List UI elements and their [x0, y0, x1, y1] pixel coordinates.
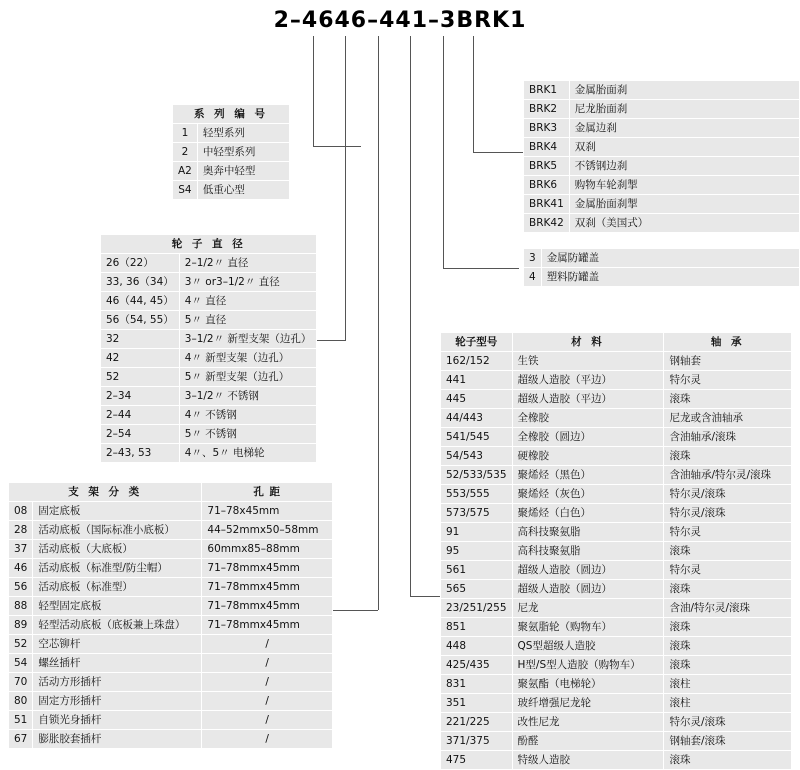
table-row	[101, 444, 317, 463]
material-bearing-header: 轴 承	[664, 333, 792, 352]
material-name: 尼龙	[512, 599, 664, 618]
material-name: 全橡胶（圆边）	[512, 428, 664, 447]
material-model: 851	[441, 618, 513, 637]
material-model: 23/251/255	[441, 599, 513, 618]
material-bearing: 特尔灵	[664, 561, 792, 580]
material-bearing: 滚柱	[664, 694, 792, 713]
bracket-code: 88	[9, 597, 33, 616]
cap-table	[523, 248, 800, 287]
brake-label: 金属边刹	[569, 119, 799, 138]
table-row	[9, 578, 333, 597]
connector-cap-horizontal	[443, 268, 519, 269]
bracket-table	[8, 482, 333, 749]
table-row	[9, 711, 333, 730]
bracket-spacing: /	[202, 711, 333, 730]
material-name: 生铁	[512, 352, 664, 371]
wheel-diameter-header: 轮 子 直 径	[101, 235, 317, 254]
material-model: 221/225	[441, 713, 513, 732]
table-row	[9, 654, 333, 673]
bracket-spacing: 71–78mmx45mm	[202, 559, 333, 578]
material-name: 聚氨脂轮（购物车）	[512, 618, 664, 637]
material-name: 聚烯烃（黑色）	[512, 466, 664, 485]
table-row	[101, 311, 317, 330]
table-row	[441, 713, 792, 732]
table-row	[9, 616, 333, 635]
wheel-label: 4〃 直径	[179, 292, 317, 311]
material-name: QS型超级人造胶	[512, 637, 664, 656]
table-row	[9, 559, 333, 578]
brake-code: BRK5	[524, 157, 570, 176]
bracket-code: 56	[9, 578, 33, 597]
table-row	[441, 561, 792, 580]
wheel-diameter-table	[100, 234, 317, 463]
wheel-label: 2–1/2〃 直径	[179, 254, 317, 273]
brake-code: BRK1	[524, 81, 570, 100]
table-header-row	[101, 235, 317, 254]
material-model: 561	[441, 561, 513, 580]
material-name: 硬橡胶	[512, 447, 664, 466]
brake-code: BRK4	[524, 138, 570, 157]
table-row	[101, 254, 317, 273]
series-label: 奥奔中轻型	[197, 162, 289, 181]
wheel-code: 42	[101, 349, 180, 368]
material-bearing: 特尔灵	[664, 523, 792, 542]
material-model: 425/435	[441, 656, 513, 675]
series-code: A2	[173, 162, 198, 181]
wheel-code: 2–43, 53	[101, 444, 180, 463]
wheel-code: 32	[101, 330, 180, 349]
connector-series-vertical	[313, 36, 314, 146]
material-model: 441	[441, 371, 513, 390]
material-model: 162/152	[441, 352, 513, 371]
table-row	[441, 409, 792, 428]
wheel-label: 5〃 直径	[179, 311, 317, 330]
material-name: 超级人造胶（圆边）	[512, 561, 664, 580]
table-row	[101, 330, 317, 349]
table-row	[441, 523, 792, 542]
table-row	[9, 673, 333, 692]
connector-bracket-vertical	[378, 36, 379, 610]
material-model: 445	[441, 390, 513, 409]
table-row	[441, 371, 792, 390]
material-name: 高科技聚氨脂	[512, 542, 664, 561]
material-bearing: 特尔灵	[664, 371, 792, 390]
material-model: 475	[441, 751, 513, 770]
bracket-code: 67	[9, 730, 33, 749]
table-row	[101, 368, 317, 387]
material-name-header: 材 料	[512, 333, 664, 352]
bracket-name: 轻型活动底板（底板兼上珠盘）	[33, 616, 202, 635]
table-row	[441, 599, 792, 618]
series-label: 轻型系列	[197, 124, 289, 143]
brake-table	[523, 80, 800, 233]
table-row	[9, 692, 333, 711]
table-row	[441, 390, 792, 409]
table-row	[441, 504, 792, 523]
bracket-code: 54	[9, 654, 33, 673]
material-bearing: 滚珠	[664, 580, 792, 599]
brake-code: BRK41	[524, 195, 570, 214]
connector-wheel-vertical	[345, 36, 346, 340]
material-table	[440, 332, 792, 770]
material-bearing: 滚珠	[664, 618, 792, 637]
bracket-code: 28	[9, 521, 33, 540]
table-row	[9, 502, 333, 521]
bracket-spacing: 71–78mmx45mm	[202, 616, 333, 635]
material-name: 玻纤增强尼龙轮	[512, 694, 664, 713]
cap-label: 塑料防罐盖	[541, 268, 799, 287]
table-row	[101, 349, 317, 368]
bracket-code: 37	[9, 540, 33, 559]
bracket-name: 螺丝插杆	[33, 654, 202, 673]
table-row	[524, 249, 800, 268]
table-row	[173, 162, 290, 181]
material-bearing: 滚珠	[664, 542, 792, 561]
material-name: 超级人造胶（圆边）	[512, 580, 664, 599]
table-row	[441, 656, 792, 675]
connector-brake-horizontal	[473, 152, 523, 153]
bracket-name: 轻型固定底板	[33, 597, 202, 616]
cap-code: 4	[524, 268, 542, 287]
wheel-code: 2–44	[101, 406, 180, 425]
bracket-spacing-header: 孔 距	[202, 483, 333, 502]
brake-label: 尼龙胎面刹	[569, 100, 799, 119]
table-row	[9, 521, 333, 540]
table-header-row	[9, 483, 333, 502]
series-code: S4	[173, 181, 198, 200]
material-name: 高科技聚氨脂	[512, 523, 664, 542]
table-row	[9, 730, 333, 749]
table-row	[173, 124, 290, 143]
table-row	[441, 751, 792, 770]
material-model: 541/545	[441, 428, 513, 447]
material-bearing: 特尔灵/滚珠	[664, 713, 792, 732]
series-code: 2	[173, 143, 198, 162]
connector-cap-vertical	[443, 36, 444, 268]
material-name: 聚氨酯（电梯轮）	[512, 675, 664, 694]
wheel-label: 3–1/2〃 不锈钢	[179, 387, 317, 406]
material-bearing: 特尔灵/滚珠	[664, 504, 792, 523]
material-bearing: 特尔灵/滚珠	[664, 485, 792, 504]
brake-code: BRK42	[524, 214, 570, 233]
bracket-spacing: 71–78x45mm	[202, 502, 333, 521]
wheel-code: 2–34	[101, 387, 180, 406]
connector-brake-vertical	[473, 36, 474, 152]
table-row	[441, 694, 792, 713]
table-row	[524, 176, 800, 195]
material-bearing: 滚珠	[664, 656, 792, 675]
wheel-code: 26（22）	[101, 254, 180, 273]
wheel-label: 4〃 不锈钢	[179, 406, 317, 425]
bracket-table-header: 支 架 分 类	[9, 483, 202, 502]
material-name: 聚烯烃（灰色）	[512, 485, 664, 504]
bracket-spacing: 71–78mmx45mm	[202, 597, 333, 616]
bracket-spacing: 44–52mmx50–58mm	[202, 521, 333, 540]
table-row	[9, 635, 333, 654]
material-name: 特级人造胶	[512, 751, 664, 770]
table-row	[524, 119, 800, 138]
connector-bracket-horizontal	[333, 610, 378, 611]
material-name: 超级人造胶（平边）	[512, 371, 664, 390]
bracket-name: 固定底板	[33, 502, 202, 521]
bracket-spacing: /	[202, 673, 333, 692]
table-row	[441, 352, 792, 371]
wheel-label: 5〃 新型支架（边孔）	[179, 368, 317, 387]
connector-series-horizontal	[313, 146, 361, 147]
brake-label: 不锈钢边刹	[569, 157, 799, 176]
table-row	[441, 447, 792, 466]
material-name: 全橡胶	[512, 409, 664, 428]
material-bearing: 尼龙或含油轴承	[664, 409, 792, 428]
material-name: 超级人造胶（平边）	[512, 390, 664, 409]
brake-code: BRK3	[524, 119, 570, 138]
material-model: 91	[441, 523, 513, 542]
material-model-header: 轮子型号	[441, 333, 513, 352]
wheel-code: 56（54, 55）	[101, 311, 180, 330]
bracket-spacing: 60mmx85–88mm	[202, 540, 333, 559]
table-row	[441, 618, 792, 637]
table-row	[9, 540, 333, 559]
table-row	[173, 143, 290, 162]
table-header-row	[173, 105, 290, 124]
material-name: 改性尼龙	[512, 713, 664, 732]
table-row	[441, 542, 792, 561]
material-model: 573/575	[441, 504, 513, 523]
wheel-label: 3〃 or3–1/2〃 直径	[179, 273, 317, 292]
bracket-code: 08	[9, 502, 33, 521]
bracket-spacing: /	[202, 730, 333, 749]
bracket-spacing: /	[202, 692, 333, 711]
wheel-code: 2–54	[101, 425, 180, 444]
connector-material-horizontal	[410, 596, 440, 597]
table-header-row	[441, 333, 792, 352]
bracket-code: 80	[9, 692, 33, 711]
material-model: 448	[441, 637, 513, 656]
material-bearing: 滚珠	[664, 637, 792, 656]
brake-code: BRK6	[524, 176, 570, 195]
cap-code: 3	[524, 249, 542, 268]
material-model: 52/533/535	[441, 466, 513, 485]
wheel-label: 4〃 新型支架（边孔）	[179, 349, 317, 368]
material-bearing: 含油轴承/滚珠	[664, 428, 792, 447]
table-row	[441, 580, 792, 599]
material-bearing: 钢轴套	[664, 352, 792, 371]
table-row	[441, 428, 792, 447]
material-model: 44/443	[441, 409, 513, 428]
table-row	[524, 81, 800, 100]
material-bearing: 滚珠	[664, 390, 792, 409]
table-row	[101, 292, 317, 311]
brake-label: 双刹	[569, 138, 799, 157]
bracket-code: 89	[9, 616, 33, 635]
series-table-header: 系 列 编 号	[173, 105, 290, 124]
table-row	[524, 195, 800, 214]
material-bearing: 滚珠	[664, 751, 792, 770]
bracket-name: 活动方形插杆	[33, 673, 202, 692]
material-name: 聚烯烃（白色）	[512, 504, 664, 523]
bracket-spacing: /	[202, 635, 333, 654]
table-row	[9, 597, 333, 616]
connector-material-vertical	[410, 36, 411, 596]
material-model: 565	[441, 580, 513, 599]
material-bearing: 滚珠	[664, 447, 792, 466]
series-label: 低重心型	[197, 181, 289, 200]
material-model: 831	[441, 675, 513, 694]
bracket-code: 52	[9, 635, 33, 654]
material-model: 95	[441, 542, 513, 561]
table-row	[441, 466, 792, 485]
table-row	[524, 138, 800, 157]
material-name: 酚醛	[512, 732, 664, 751]
table-row	[173, 181, 290, 200]
brake-label: 金属胎面刹	[569, 81, 799, 100]
bracket-spacing: 71–78mmx45mm	[202, 578, 333, 597]
bracket-name: 自锁光身插杆	[33, 711, 202, 730]
series-code: 1	[173, 124, 198, 143]
material-bearing: 滚柱	[664, 675, 792, 694]
material-bearing: 含油轴承/特尔灵/滚珠	[664, 466, 792, 485]
bracket-code: 51	[9, 711, 33, 730]
table-row	[441, 637, 792, 656]
bracket-name: 活动底板（大底板）	[33, 540, 202, 559]
material-bearing: 钢轴套/滚珠	[664, 732, 792, 751]
material-model: 371/375	[441, 732, 513, 751]
table-row	[101, 387, 317, 406]
material-model: 553/555	[441, 485, 513, 504]
bracket-spacing: /	[202, 654, 333, 673]
bracket-name: 活动底板（标准型）	[33, 578, 202, 597]
wheel-code: 46（44, 45）	[101, 292, 180, 311]
bracket-name: 膨胀胶套插杆	[33, 730, 202, 749]
table-row	[101, 406, 317, 425]
table-row	[441, 675, 792, 694]
bracket-name: 空芯铆杆	[33, 635, 202, 654]
brake-label: 购物车轮刹掣	[569, 176, 799, 195]
series-table	[172, 104, 290, 200]
page-title: 2–4646–441–3BRK1	[273, 8, 527, 33]
material-bearing: 含油/特尔灵/滚珠	[664, 599, 792, 618]
series-label: 中轻型系列	[197, 143, 289, 162]
wheel-label: 5〃 不锈钢	[179, 425, 317, 444]
brake-code: BRK2	[524, 100, 570, 119]
wheel-label: 4〃、5〃 电梯轮	[179, 444, 317, 463]
material-model: 351	[441, 694, 513, 713]
material-model: 54/543	[441, 447, 513, 466]
brake-label: 双刹（美国式）	[569, 214, 799, 233]
wheel-code: 33, 36（34）	[101, 273, 180, 292]
table-row	[524, 157, 800, 176]
material-name: H型/S型人造胶（购物车）	[512, 656, 664, 675]
table-row	[524, 100, 800, 119]
table-row	[101, 425, 317, 444]
cap-label: 金属防罐盖	[541, 249, 799, 268]
table-row	[441, 485, 792, 504]
table-row	[101, 273, 317, 292]
table-row	[524, 268, 800, 287]
wheel-code: 52	[101, 368, 180, 387]
bracket-code: 70	[9, 673, 33, 692]
bracket-name: 固定方形插杆	[33, 692, 202, 711]
bracket-name: 活动底板（国际标准小底板）	[33, 521, 202, 540]
bracket-name: 活动底板（标准型/防尘帽）	[33, 559, 202, 578]
wheel-label: 3–1/2〃 新型支架（边孔）	[179, 330, 317, 349]
brake-label: 金属胎面刹掣	[569, 195, 799, 214]
table-row	[524, 214, 800, 233]
bracket-code: 46	[9, 559, 33, 578]
